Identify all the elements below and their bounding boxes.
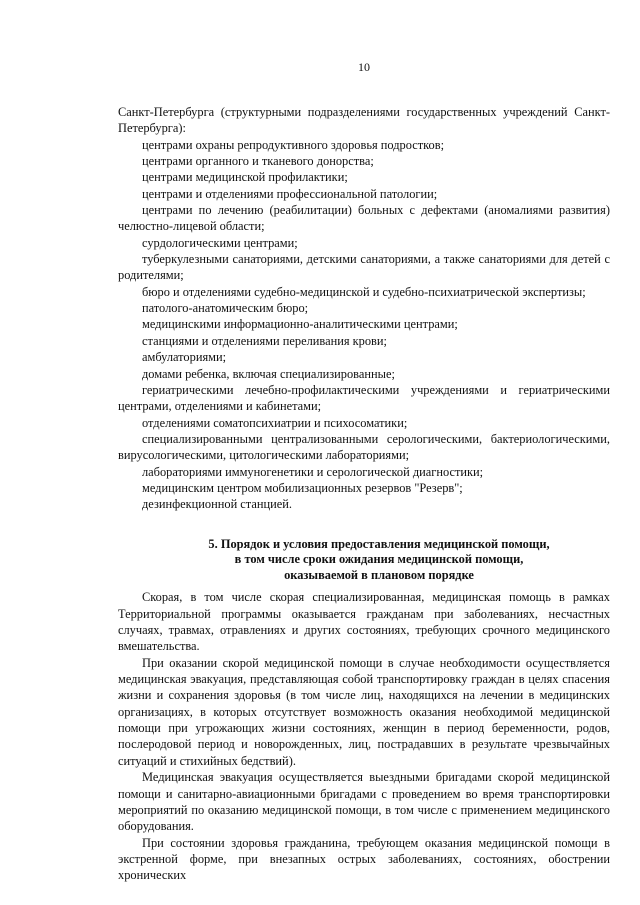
list-item: домами ребенка, включая специализированные;: [142, 366, 395, 381]
body-paragraph: Скорая, в том числе скорая специализированная, медицинская помощь в рамках Территориальной программы оказывается гражданам при заболеваниях, несчастных случаях, травмах, отравлениях и других состояниях, требующих срочного медицинского вмешательства.: [118, 590, 610, 654]
body-paragraph: При состоянии здоровья гражданина, требующем оказания медицинской помощи в экстренной форме, при внезапных острых заболеваниях, состояниях, обострении хронических: [118, 835, 610, 883]
section-heading-line: 5. Порядок и условия предоставления медицинской помощи,: [208, 536, 550, 551]
list-item: центрами по лечению (реабилитации) больных с дефектами (аномалиями развития) челюстно-лицевой области;: [118, 203, 610, 234]
page-number: 10: [358, 60, 370, 74]
list-item: центрами и отделениями профессиональной патологии;: [142, 186, 438, 201]
section-heading: [118, 537, 610, 584]
list-item: патолого-анатомическим бюро;: [142, 301, 309, 316]
list-item: лабораториями иммуногенетики и серологической диагностики;: [142, 464, 484, 479]
list-item: специализированными централизованными серологическими, бактериологическими, вирусологическими, цитологическими лабораториями;: [118, 431, 610, 463]
list-item: дезинфекционной станцией.: [142, 497, 292, 512]
list-item: медицинским центром мобилизационных резервов "Резерв";: [142, 480, 463, 495]
body-paragraph: При оказании скорой медицинской помощи в случае необходимости осуществляется медицинская эвакуация, представляющая собой транспортировку граждан в целях спасения жизни и сохранения здоровья (в том числе лиц, находящихся на лечении в медицинских организациях, в которых отсутствует возможность оказания необходимой медицинской помощи при угрожающих жизни состояниях, женщин в период беременности, родов, послеродовой период и новорожденных, лиц, пострадавших в результате чрезвычайных ситуаций и стихийных бедствий).: [118, 655, 610, 768]
section-heading-line: оказываемой в плановом порядке: [284, 567, 474, 582]
list-item: отделениями соматопсихиатрии и психосоматики;: [142, 415, 408, 430]
list-item: центрами медицинской профилактики;: [142, 170, 348, 185]
list-item: бюро и отделениями судебно-медицинской и судебно-психиатрической экспертизы;: [142, 284, 586, 299]
section-heading-line: в том числе сроки ожидания медицинской помощи,: [234, 552, 524, 567]
list-item: амбулаториями;: [142, 350, 227, 365]
list-item: медицинскими информационно-аналитическими центрами;: [142, 317, 458, 332]
list-item: центрами органного и тканевого донорства;: [142, 154, 374, 169]
list-item: станциями и отделениями переливания крови;: [142, 333, 387, 348]
list-item: сурдологическими центрами;: [142, 235, 298, 250]
list-item: гериатрическими лечебно-профилактическими учреждениями и гериатрическими центрами, отделениями и кабинетами;: [118, 382, 610, 414]
list-item: туберкулезными санаториями, детскими санаториями, а также санаториями для детей с родителями;: [118, 252, 610, 283]
institution-list: [118, 137, 610, 513]
body-paragraph: Медицинская эвакуация осуществляется выездными бригадами скорой медицинской помощи и санитарно-авиационными бригадами с проведением во время транспортировки мероприятий по оказанию медицинской помощи, в том числе с применением медицинского оборудования.: [118, 770, 610, 834]
list-item: центрами охраны репродуктивного здоровья подростков;: [142, 137, 445, 152]
intro-paragraph: Санкт-Петербурга (структурными подразделениями государственных учреждений Санкт-Петербурга):: [118, 105, 610, 136]
